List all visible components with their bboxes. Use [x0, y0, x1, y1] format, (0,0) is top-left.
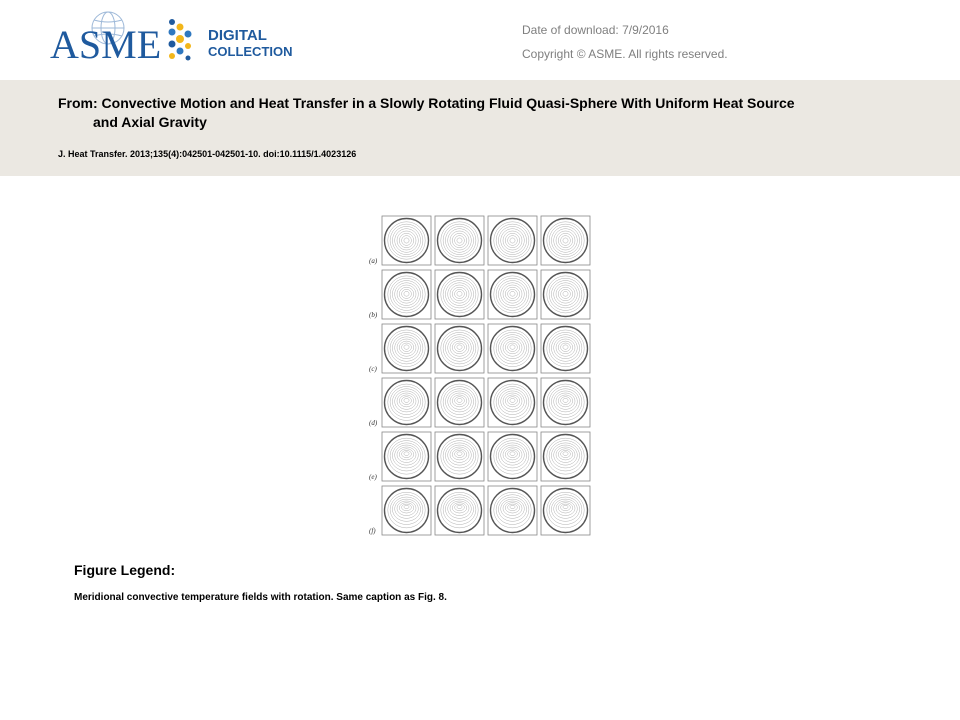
- figure-legend-title: Figure Legend:: [74, 562, 176, 578]
- temperature-field-panel: [435, 270, 484, 319]
- asme-digital-collection-logo: [48, 8, 348, 72]
- temperature-field-panel: [541, 486, 590, 535]
- temperature-field-panel: [541, 324, 590, 373]
- temperature-field-panel: [541, 216, 590, 265]
- temperature-field-panel: [382, 216, 431, 265]
- logo-digital-text: DIGITAL: [208, 27, 267, 44]
- dots-icon: [169, 19, 192, 61]
- row-label: (a): [369, 257, 378, 265]
- temperature-field-panel: [435, 432, 484, 481]
- row-label: (d): [369, 419, 378, 427]
- temperature-field-panel: [488, 432, 537, 481]
- row-label: (c): [369, 365, 377, 373]
- temperature-field-panel: [541, 270, 590, 319]
- temperature-field-panel: [382, 270, 431, 319]
- article-title-line1: From: Convective Motion and Heat Transfer in a Slowly Rotating Fluid Quasi-Sphere With Uniform Heat Source: [58, 95, 795, 111]
- temperature-field-panel: [382, 486, 431, 535]
- temperature-field-panel: [488, 270, 537, 319]
- article-title-line2: and Axial Gravity: [93, 114, 207, 130]
- row-label: (e): [369, 473, 377, 481]
- download-date: Date of download: 7/9/2016: [522, 23, 669, 37]
- article-citation: J. Heat Transfer. 2013;135(4):042501-042501-10. doi:10.1115/1.4023126: [58, 149, 357, 159]
- temperature-field-panel: [488, 378, 537, 427]
- row-label: (f): [369, 527, 376, 535]
- temperature-field-panel: [541, 378, 590, 427]
- temperature-field-figure: [367, 212, 593, 542]
- figure-legend-text: Meridional convective temperature fields with rotation. Same caption as Fig. 8.: [74, 592, 447, 603]
- download-meta: [522, 18, 728, 66]
- temperature-field-panel: [488, 216, 537, 265]
- temperature-field-panel: [435, 378, 484, 427]
- article-title: [58, 94, 918, 132]
- temperature-field-panel: [488, 486, 537, 535]
- temperature-field-panel: [382, 432, 431, 481]
- temperature-field-panel: [435, 324, 484, 373]
- logo-asme-text: ASME: [50, 22, 162, 67]
- copyright-notice: Copyright © ASME. All rights reserved.: [522, 47, 728, 61]
- temperature-field-panel: [488, 324, 537, 373]
- temperature-field-panel: [382, 378, 431, 427]
- temperature-field-panel: [541, 432, 590, 481]
- row-label: (b): [369, 311, 378, 319]
- temperature-field-panel: [435, 486, 484, 535]
- temperature-field-panel: [382, 324, 431, 373]
- page-header: [0, 0, 960, 80]
- logo-collection-text: COLLECTION: [208, 44, 293, 59]
- temperature-field-panel: [435, 216, 484, 265]
